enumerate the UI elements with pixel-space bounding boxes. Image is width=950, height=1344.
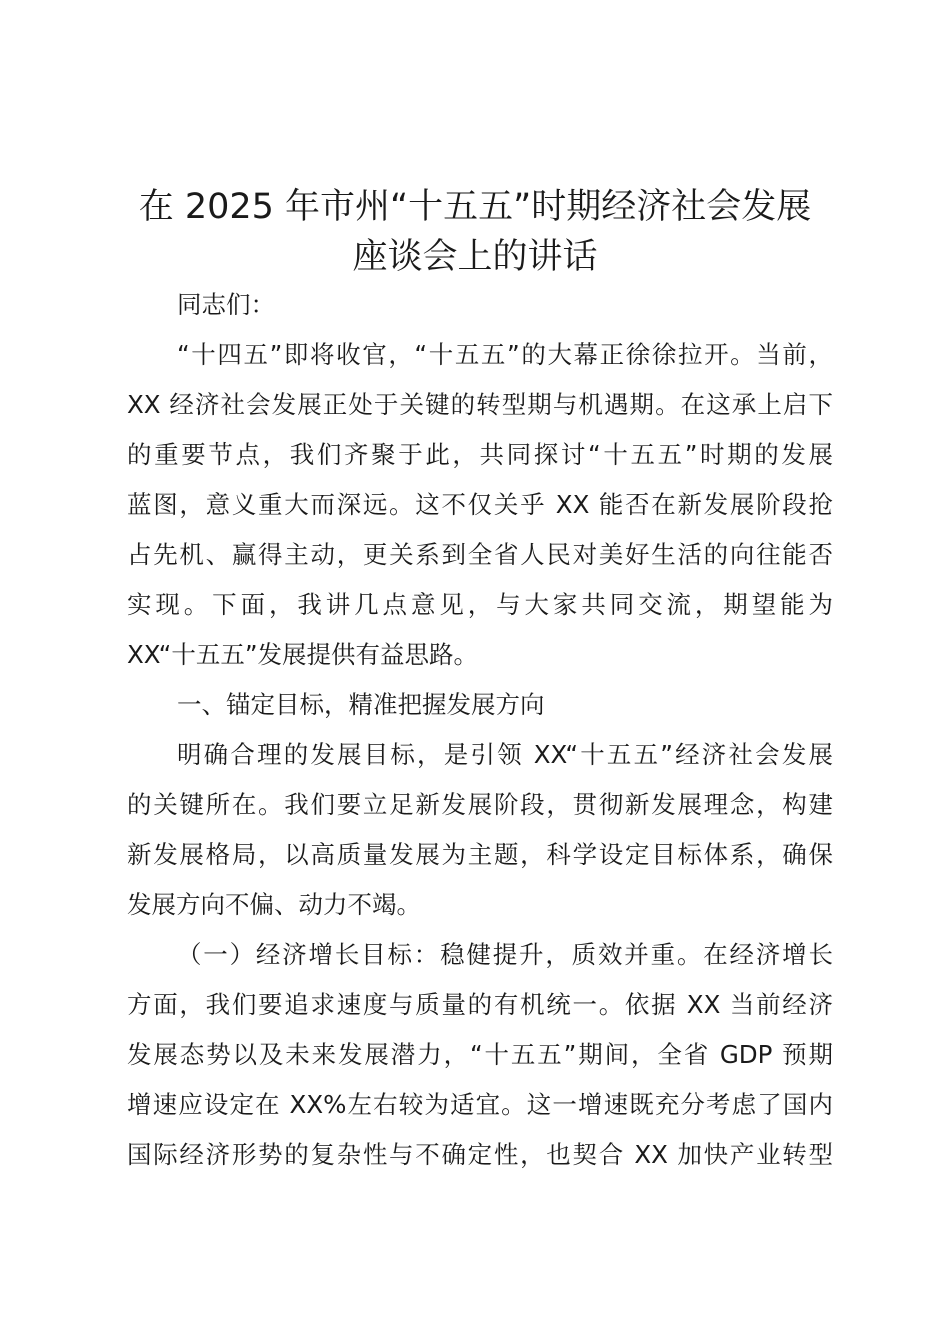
paragraph-line: 占先机、赢得主动，更关系到全省人民对美好生活的向往能否 bbox=[127, 540, 833, 569]
document-title-line-2: 座谈会上的讲话 bbox=[352, 237, 598, 277]
paragraph-line: XX“十五五”发展提供有益思路。 bbox=[127, 640, 479, 669]
document-title-line-1: 在 2025 年市州“十五五”时期经济社会发展 bbox=[138, 187, 812, 227]
paragraph-line: 增速应设定在 XX%左右较为适宜。这一增速既充分考虑了国内 bbox=[127, 1090, 833, 1119]
paragraph-line: XX 经济社会发展正处于关键的转型期与机遇期。在这承上启下 bbox=[127, 390, 833, 419]
subsection-line: （一）经济增长目标：稳健提升，质效并重。在经济增长 bbox=[177, 940, 833, 969]
paragraph-line: 明确合理的发展目标，是引领 XX“十五五”经济社会发展 bbox=[177, 740, 833, 769]
paragraph-line: 的关键所在。我们要立足新发展阶段，贯彻新发展理念，构建 bbox=[127, 790, 833, 819]
salutation: 同志们： bbox=[177, 290, 275, 319]
paragraph-line: 发展态势以及未来发展潜力，“十五五”期间，全省 GDP 预期 bbox=[127, 1040, 833, 1069]
section-heading: 一、锚定目标，精准把握发展方向 bbox=[177, 690, 545, 719]
paragraph-line: 实现。下面，我讲几点意见，与大家共同交流，期望能为 bbox=[127, 590, 833, 619]
paragraph-line: 方面，我们要追求速度与质量的有机统一。依据 XX 当前经济 bbox=[127, 990, 833, 1019]
paragraph-line: 的重要节点，我们齐聚于此，共同探讨“十五五”时期的发展 bbox=[127, 440, 833, 469]
paragraph-line: 新发展格局，以高质量发展为主题，科学设定目标体系，确保 bbox=[127, 840, 833, 869]
paragraph-line: 国际经济形势的复杂性与不确定性，也契合 XX 加快产业转型 bbox=[127, 1140, 833, 1169]
paragraph-line: 发展方向不偏、动力不竭。 bbox=[127, 890, 421, 919]
paragraph-line: 蓝图，意义重大而深远。这不仅关乎 XX 能否在新发展阶段抢 bbox=[127, 490, 833, 519]
paragraph-line: “十四五”即将收官，“十五五”的大幕正徐徐拉开。当前， bbox=[177, 340, 833, 369]
